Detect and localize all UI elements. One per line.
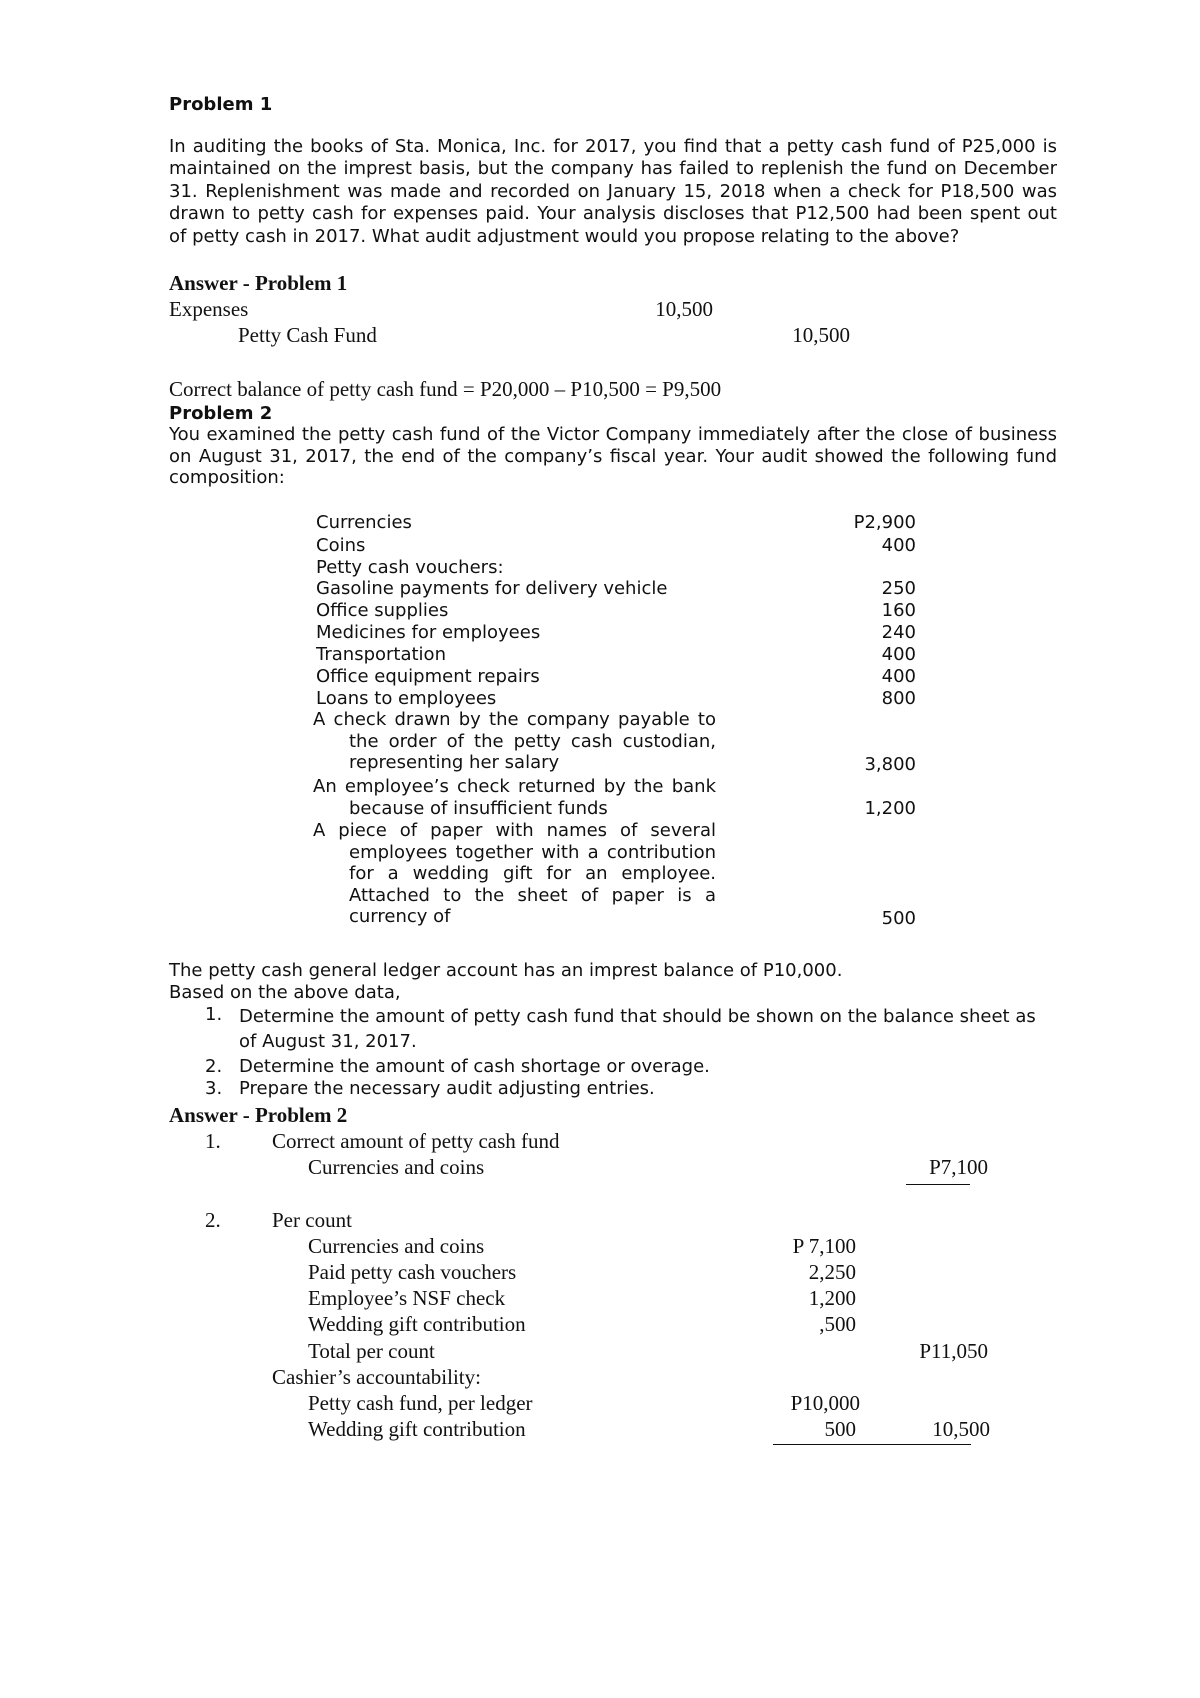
composition-nsf-value: 1,200 xyxy=(864,798,916,819)
acc-ledger-value: P10,000 xyxy=(790,1391,860,1415)
problem-1-text: In auditing the books of Sta. Monica, Inc. for 2017, you find that a petty cash fund of P25,000 is maintained on the imprest basis, but the company has failed to replenish the fund on December 31. Replenishment was made and recorded on January 15, 2018 when a check for P18,500 was drawn to petty cash for expenses paid. Your analysis discloses that P12,500 had been spent out of petty cash in 2017. What audit adjustment would you propose relating to the above? xyxy=(169,136,1057,247)
composition-currencies-value: P2,900 xyxy=(853,512,916,533)
accountability-label: Cashier’s accountability: xyxy=(272,1365,481,1389)
composition-coins-label: Coins xyxy=(316,535,366,556)
pc-wedding-label: Wedding gift contribution xyxy=(308,1312,526,1336)
total-underline xyxy=(906,1184,970,1185)
answer-1-title: Answer - Problem 1 xyxy=(169,271,348,295)
composition-medicines-label: Medicines for employees xyxy=(316,622,541,643)
acc-total-value: 10,500 xyxy=(932,1417,990,1441)
problem-1-title: Problem 1 xyxy=(169,94,273,115)
acc-wedding-label: Wedding gift contribution xyxy=(308,1417,526,1441)
question-3-number: 3. xyxy=(205,1078,223,1099)
answer-2-item-1-number: 1. xyxy=(205,1129,221,1153)
answer-1-debit-amount: 10,500 xyxy=(655,297,713,321)
composition-paper-label: A piece of paper with names of several employees together with a contribution for a wedding gift for an employee. Attached to the sheet of paper is a currency of xyxy=(313,820,716,928)
problem-2-title: Problem 2 xyxy=(169,403,273,424)
pc-currencies-label: Currencies and coins xyxy=(308,1234,485,1258)
based-text: Based on the above data, xyxy=(169,982,401,1003)
composition-repairs-label: Office equipment repairs xyxy=(316,666,540,687)
pc-currencies-value: P 7,100 xyxy=(792,1234,856,1258)
acc-ledger-label: Petty cash fund, per ledger xyxy=(308,1391,533,1415)
accountability-underline xyxy=(773,1444,971,1445)
answer-2-currencies-coins-label: Currencies and coins xyxy=(308,1155,485,1179)
question-2-number: 2. xyxy=(205,1056,223,1077)
composition-medicines-value: 240 xyxy=(881,622,916,643)
question-1-number: 1. xyxy=(205,1004,223,1025)
per-count-label: Per count xyxy=(272,1208,352,1232)
total-per-count-value: P11,050 xyxy=(919,1339,988,1363)
pc-vouchers-value: 2,250 xyxy=(808,1260,856,1284)
question-3-text: Prepare the necessary audit adjusting entries. xyxy=(239,1078,655,1099)
composition-vouchers-label: Petty cash vouchers: xyxy=(316,557,504,578)
composition-gasoline-label: Gasoline payments for delivery vehicle xyxy=(316,578,668,599)
pc-vouchers-label: Paid petty cash vouchers xyxy=(308,1260,517,1284)
composition-paper-value: 500 xyxy=(881,908,916,929)
composition-supplies-label: Office supplies xyxy=(316,600,449,621)
composition-check-value: 3,800 xyxy=(864,754,916,775)
composition-gasoline-value: 250 xyxy=(881,578,916,599)
answer-2-currencies-coins-total: P7,100 xyxy=(929,1155,988,1179)
composition-transport-label: Transportation xyxy=(316,644,446,665)
composition-nsf-label: An employee’s check returned by the bank because of insufficient funds xyxy=(313,776,716,819)
total-per-count-label: Total per count xyxy=(308,1339,435,1363)
acc-wedding-value: 500 xyxy=(824,1417,856,1441)
answer-2-title: Answer - Problem 2 xyxy=(169,1103,348,1127)
composition-loans-value: 800 xyxy=(881,688,916,709)
composition-currencies-label: Currencies xyxy=(316,512,412,533)
composition-coins-value: 400 xyxy=(881,535,916,556)
answer-2-item-2-number: 2. xyxy=(205,1208,221,1232)
composition-loans-label: Loans to employees xyxy=(316,688,497,709)
composition-check-label: A check drawn by the company payable to the order of the petty cash custodian, representing her salary xyxy=(313,709,716,774)
composition-supplies-value: 160 xyxy=(881,600,916,621)
answer-1-correct-balance: Correct balance of petty cash fund = P20,000 – P10,500 = P9,500 xyxy=(169,377,722,401)
composition-repairs-value: 400 xyxy=(881,666,916,687)
pc-wedding-value: ,500 xyxy=(819,1312,856,1336)
answer-1-credit-amount: 10,500 xyxy=(792,323,850,347)
answer-1-credit-account: Petty Cash Fund xyxy=(238,323,377,347)
pc-nsf-label: Employee’s NSF check xyxy=(308,1286,506,1310)
composition-transport-value: 400 xyxy=(881,644,916,665)
problem-2-text: You examined the petty cash fund of the Victor Company immediately after the close of business on August 31, 2017, the end of the company’s fiscal year. Your audit showed the following fund composition: xyxy=(169,424,1057,489)
ledger-text: The petty cash general ledger account has an imprest balance of P10,000. xyxy=(169,960,843,981)
pc-nsf-value: 1,200 xyxy=(808,1286,856,1310)
answer-2-part-1-label: Correct amount of petty cash fund xyxy=(272,1129,560,1153)
question-2-text: Determine the amount of cash shortage or overage. xyxy=(239,1056,710,1077)
answer-1-debit-account: Expenses xyxy=(169,297,249,321)
question-1-text: Determine the amount of petty cash fund that should be shown on the balance sheet as of August 31, 2017. xyxy=(239,1006,1036,1052)
